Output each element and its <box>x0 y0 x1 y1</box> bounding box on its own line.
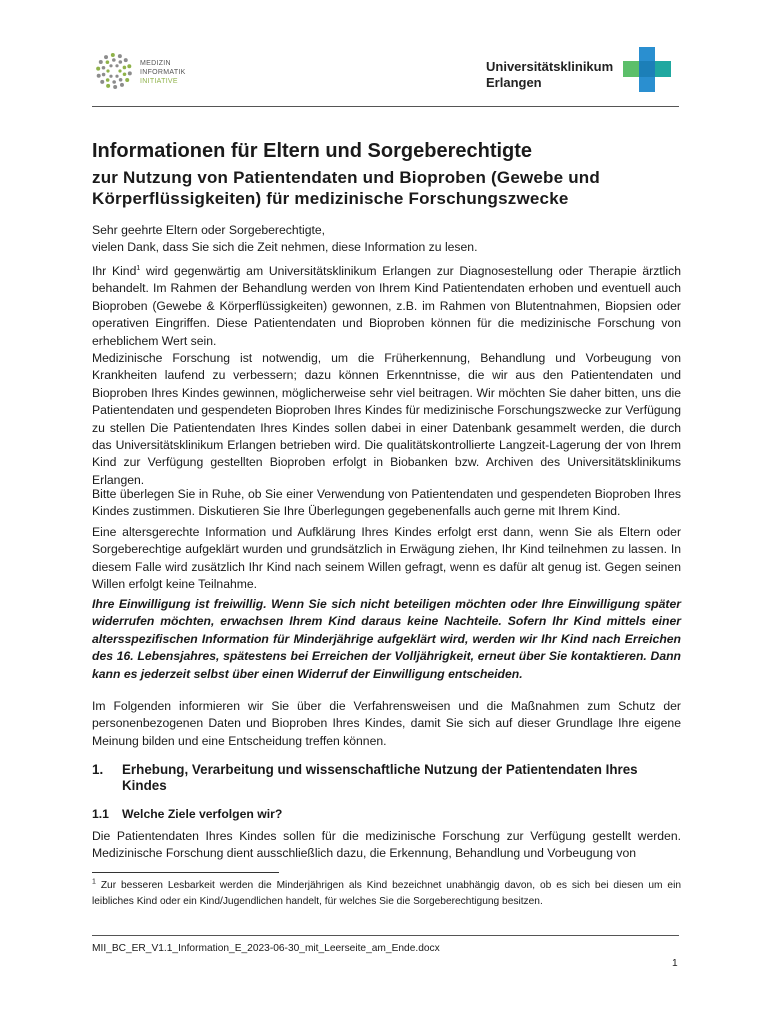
mii-dot <box>100 80 104 84</box>
mii-dot <box>97 74 101 78</box>
mii-dot <box>123 72 127 76</box>
mii-logo-text-1: MEDIZIN <box>140 60 171 67</box>
mii-dot <box>118 54 122 58</box>
mii-dot <box>112 58 116 62</box>
mii-dot <box>120 83 124 87</box>
mii-dot <box>119 60 123 64</box>
mii-dot <box>124 58 128 62</box>
mii-dot <box>96 67 100 71</box>
header-divider <box>92 106 679 107</box>
hospital-name-line1: Universitätsklinikum <box>486 59 614 74</box>
mii-dot <box>106 78 110 82</box>
footnote-ref: 1 <box>136 264 141 272</box>
mii-dot <box>102 73 106 77</box>
mii-dot <box>115 75 118 78</box>
mii-logo-text-2: INFORMATIK <box>140 69 186 76</box>
footer-filename: MII_BC_ER_V1.1_Information_E_2023-06-30_mit_Leerseite_am_Ende.docx <box>92 943 440 954</box>
page-subtitle: zur Nutzung von Patientendaten und Bioproben (Gewebe und Körperflüssigkeiten) für medizinische Forschungszwecke <box>92 168 600 208</box>
mii-dot <box>104 55 108 59</box>
mii-dot <box>111 53 115 57</box>
paragraph-consider: Bitte überlegen Sie in Ruhe, ob Sie einer Verwendung von Patientendaten und gespendeten Bioproben Ihres Kindes zustimmen. Diskutieren Sie Ihre Überlegungen gegebenenfalls auch gerne mit Ihrem Kind. <box>92 487 681 519</box>
footer-divider <box>92 935 679 936</box>
paragraph-intro-start: Ihr Kind <box>92 264 137 278</box>
mii-dot <box>109 75 112 78</box>
mii-dot <box>115 64 118 67</box>
paragraph-intro-rest: wird gegenwärtig am Universitätsklinikum Erlangen zur Diagnosestellung oder Therapie ärztlich behandelt. Im Rahmen der Behandlung werden von Ihrem Kind Patientendaten erhoben und eventuell auch Bioproben (Gewebe & Körperflüssigkeiten) gewonnen, z.B. im Rahmen von Blutentnahmen, Biopsien oder operativen Eingriffen. Diese Patientendaten und Bioproben können für die medizinische Forschung von erheblichem Wert sein. <box>92 264 681 348</box>
section-1-1-text: Die Patientendaten Ihres Kindes sollen für die medizinische Forschung zur Verfügung gestellt werden. Medizinische Forschung dient ausschließlich dazu, die Erkennung, Behandlung und Vorbeugung von <box>92 829 681 861</box>
greeting <box>92 222 681 257</box>
greeting-line-1: Sehr geehrte Eltern oder Sorgeberechtigte, <box>92 223 326 237</box>
footnote <box>92 878 681 910</box>
mii-dot <box>106 60 110 64</box>
hospital-cross-icon <box>623 47 671 92</box>
mii-dot <box>127 64 131 68</box>
hospital-name-line2: Erlangen <box>486 75 542 90</box>
paragraph-research: Medizinische Forschung ist notwendig, um die Früherkennung, Behandlung und Vorbeugung von Krankheiten laufend zu verbessern; dazu können Erkenntnisse, die wir aus den Patientendaten und Bioproben Ihres Kindes gewinnen, möglicherweise sehr viel beitragen. Wir möchten Sie daher bitten, uns die Patientendaten und gespendeten Bioproben Ihres Kindes für medizinische Forschungszwecke zur Verfügung zu stellen Die Patientendaten Ihres Kindes sollen dabei in einer Datenbank gesammelt werden, die durch das Universitätsklinikum Erlangen betrieben wird. Die qualitätskontrollierte Langzeit-Lagerung der von Ihrem Kind zur Verfügung gestellten Bioproben erfolgt in Biobanken bzw. Archiven des Universitätsklinikums Erlangen. <box>92 351 681 487</box>
paragraph-child-info: Eine altersgerechte Information und Aufklärung Ihres Kindes erfolgt erst dann, wenn Sie als Eltern oder Sorgeberechtige aufgeklärt wurden und grundsätzlich in Erwägung ziehen, Ihr Kind teilnehmen zu lassen. In diesem Falle wird zusätzlich Ihr Kind nach seinem Willen gefragt, wenn es dafür alt genug ist. Gegen seinen Willen erfolgt keine Teilnahme. <box>92 525 681 592</box>
mii-logo <box>93 50 186 92</box>
paragraph-intro <box>92 263 681 350</box>
mii-dot <box>113 85 117 89</box>
footnote-text: Zur besseren Lesbarkeit werden die Minderjährigen als Kind bezeichnet unabhängig davon, ob es sich bei diesen um ein leibliches Kind oder ein Kind/Jugendlichen handelt, für welches Sie die Sorgeberechtigung besitzen. <box>92 880 681 907</box>
mii-dots-icon <box>93 50 137 92</box>
section-1-title: Erhebung, Verarbeitung und wissenschaftliche Nutzung der Patientendaten Ihres Kindes <box>122 762 638 793</box>
mii-dot <box>125 78 129 82</box>
mii-dot <box>99 60 103 64</box>
mii-dot <box>123 66 127 70</box>
hospital-name <box>486 59 613 91</box>
footnote-divider <box>92 872 279 873</box>
section-1-number: 1. <box>92 762 104 777</box>
page-number: 1 <box>672 958 678 969</box>
page-title: Informationen für Eltern und Sorgeberechtigte <box>92 140 533 162</box>
greeting-line-2: vielen Dank, dass Sie sich die Zeit nehmen, diese Information zu lesen. <box>92 240 478 255</box>
mii-dot <box>106 84 110 88</box>
mii-dot <box>109 64 112 67</box>
mii-dot <box>106 69 109 72</box>
mii-dot <box>118 69 121 72</box>
mii-dot <box>112 80 116 84</box>
mii-dot <box>119 78 123 82</box>
section-1-1-title: Welche Ziele verfolgen wir? <box>122 807 283 821</box>
section-1-1-number: 1.1 <box>92 807 109 821</box>
paragraph-voluntary: Ihre Einwilligung ist freiwillig. Wenn Sie sich nicht beteiligen möchten oder Ihre Einwilligung später widerrufen möchten, erwachsen Ihrem Kind daraus keine Nachteile. Sofern Ihr Kind mittels einer altersspezifischen Information für Minderjährige aufgeklärt wird, werden wir Ihr Kind nach Erreichen des 16. Lebensjahres, spätestens bei Erreichen der Volljährigkeit, erneut über Sie kontaktieren. Dann kann es jederzeit selbst über einen Widerruf der Einwilligung entscheiden. <box>92 597 681 681</box>
section-1-1-heading <box>92 806 282 822</box>
mii-logo-text-3: INITIATIVE <box>140 78 178 85</box>
paragraph-following: Im Folgenden informieren wir Sie über die Verfahrensweisen und die Maßnahmen zum Schutz der personenbezogenen Daten und Bioproben Ihres Kindes, damit Sie sich auf dieser Grundlage Ihre eigene Meinung bilden und eine Entscheidung treffen können. <box>92 699 681 748</box>
mii-dot <box>102 66 106 70</box>
footnote-marker: 1 <box>92 878 96 886</box>
mii-dot <box>128 71 132 75</box>
